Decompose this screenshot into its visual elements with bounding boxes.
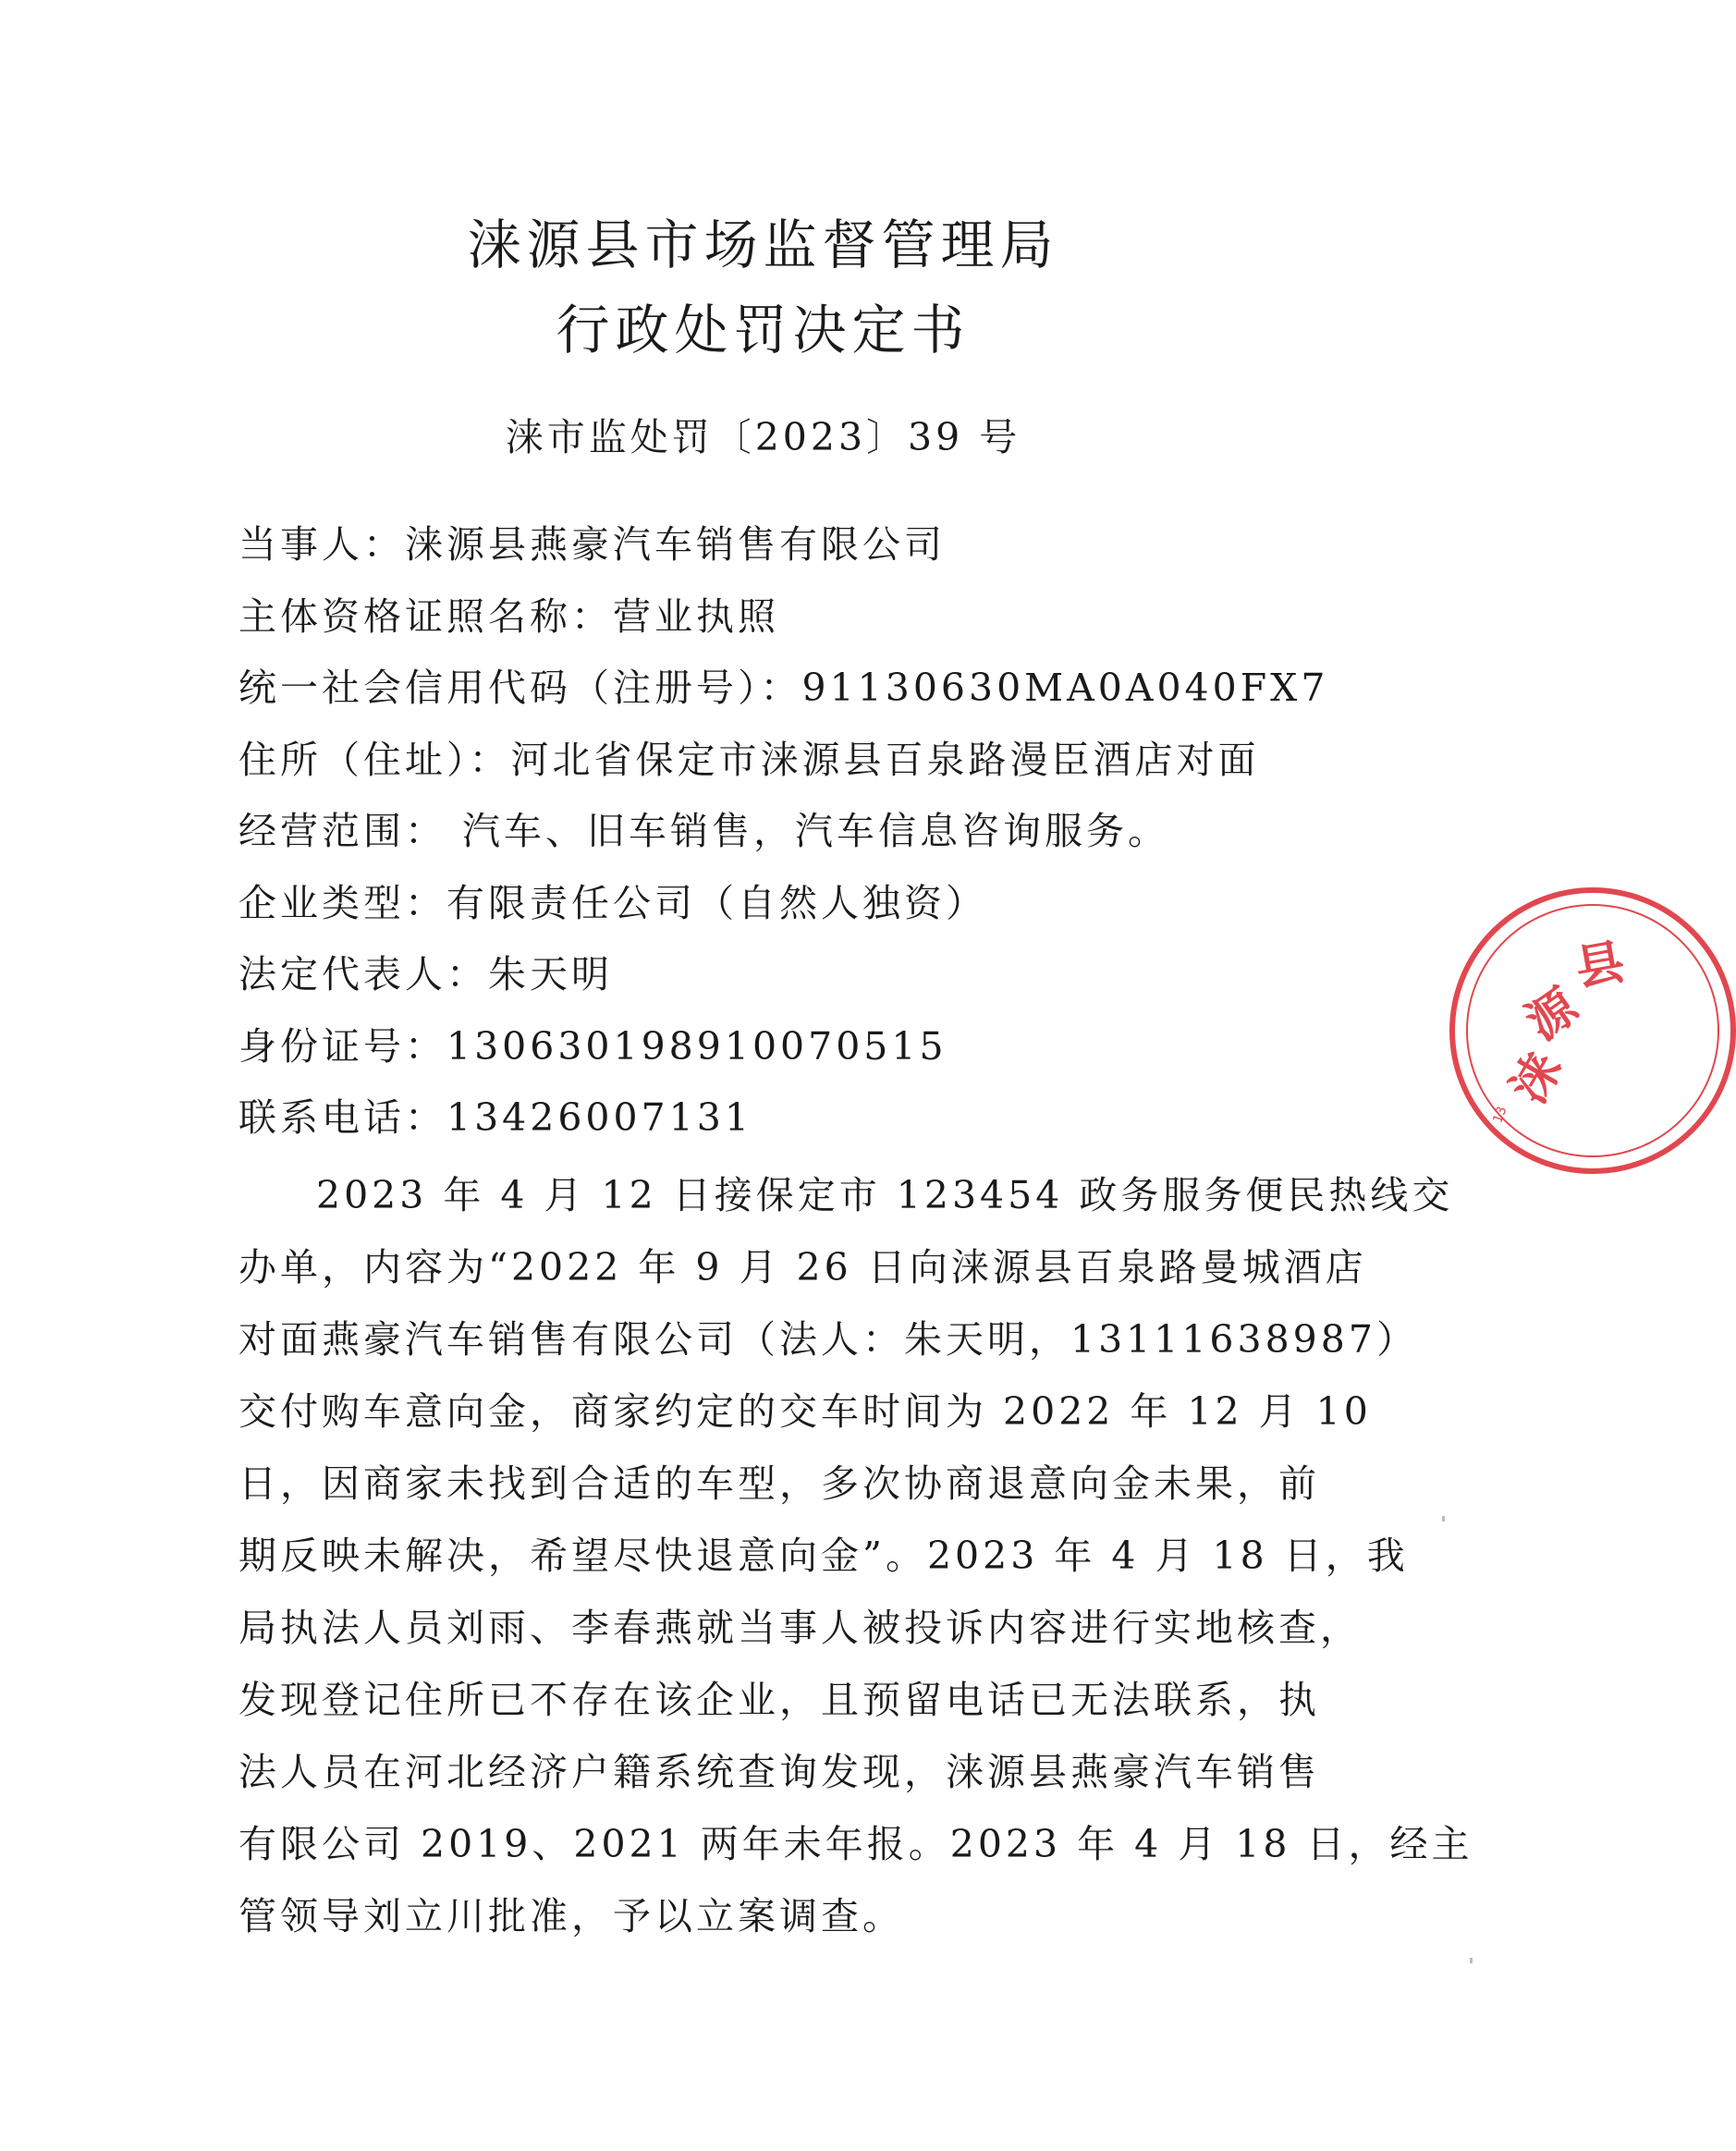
document-number: 涞市监处罚〔2023〕39 号 (505, 415, 1021, 459)
enterprise-type: 企业类型：有限责任公司（自然人独资） (238, 880, 987, 925)
body-line: 对面燕豪汽车销售有限公司（法人：朱天明，13111638987） (238, 1317, 1418, 1362)
body-line: 局执法人员刘雨、李春燕就当事人被投诉内容进行实地核查， (238, 1606, 1362, 1650)
party-name: 当事人：涞源县燕豪汽车销售有限公司 (238, 522, 946, 567)
scan-speck (1442, 1516, 1445, 1522)
seal-char: 源 (1516, 978, 1588, 1052)
address: 住所（住址）：河北省保定市涞源县百泉路漫臣酒店对面 (238, 737, 1260, 782)
body-line: 管领导刘立川批准，予以立案调查。 (238, 1894, 904, 1938)
seal-char: 县 (1571, 934, 1629, 997)
official-seal-stamp (1449, 887, 1736, 1174)
document-title-type: 行政处罚决定书 (556, 299, 971, 361)
body-line: 发现登记住所已不存在该企业，且预留电话已无法联系，执 (238, 1678, 1320, 1722)
body-line: 办单，内容为“2022 年 9 月 26 日向涞源县百泉路曼城酒店 (238, 1245, 1367, 1289)
body-line: 交付购车意向金，商家约定的交车时间为 2022 年 12 月 10 (238, 1389, 1372, 1434)
id-number: 身份证号：130630198910070515 (238, 1023, 947, 1069)
business-scope: 经营范围： 汽车、旧车销售，汽车信息咨询服务。 (238, 809, 1170, 853)
case-body-paragraph (238, 1167, 1473, 1960)
seal-char: 涞 (1500, 1043, 1573, 1113)
credit-code: 统一社会信用代码（注册号）：91130630MA0A040FX7 (238, 666, 1329, 710)
contact-phone: 联系电话：13426007131 (238, 1095, 752, 1140)
body-line: 2023 年 4 月 12 日接保定市 123454 政务服务便民热线交 (316, 1173, 1454, 1217)
legal-representative: 法定代表人：朱天明 (238, 952, 613, 996)
license-name: 主体资格证照名称：营业执照 (238, 593, 779, 639)
body-line: 期反映未解决，希望尽快退意向金”。2023 年 4 月 18 日，我 (238, 1534, 1409, 1578)
body-line: 日，因商家未找到合适的车型，多次协商退意向金未果，前 (238, 1461, 1320, 1506)
scan-speck (1470, 1958, 1473, 1963)
body-line: 法人员在河北经济户籍系统查询发现，涞源县燕豪汽车销售 (238, 1750, 1320, 1794)
body-line: 有限公司 2019、2021 两年未年报。2023 年 4 月 18 日，经主 (238, 1822, 1473, 1866)
seal-serial: 13 (1490, 1104, 1510, 1126)
document-title-agency: 涞源县市场监督管理局 (467, 214, 1059, 276)
party-info-block (238, 516, 1348, 1161)
